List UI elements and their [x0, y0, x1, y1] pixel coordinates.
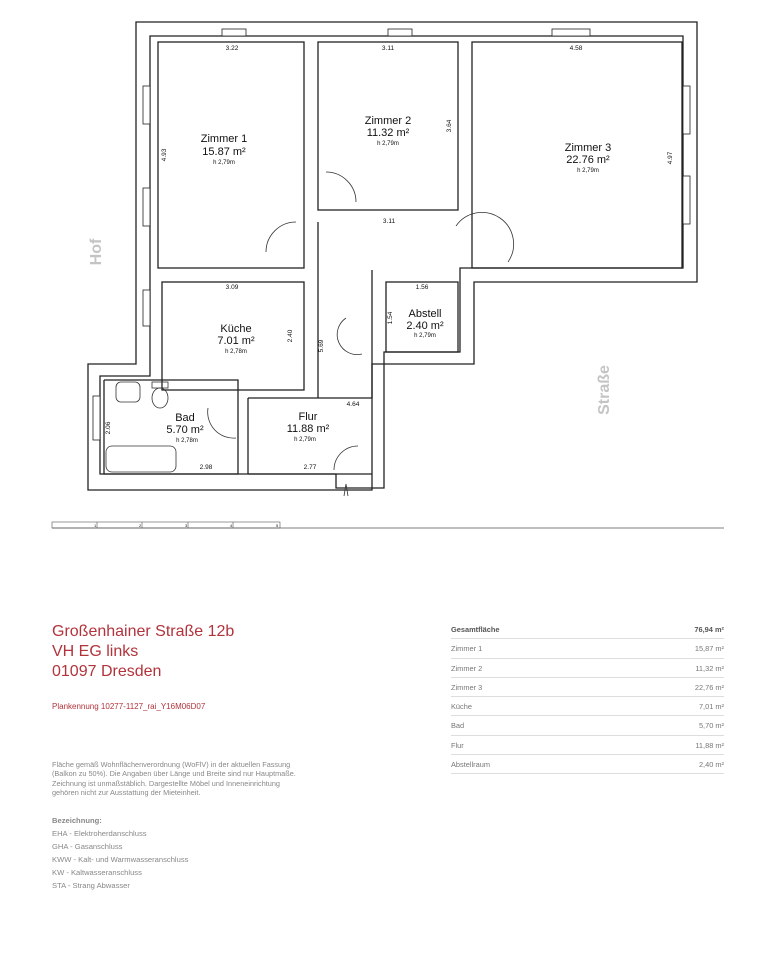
legend-item: EHA - Elektroherdanschluss: [52, 829, 147, 838]
area-row-label: Küche: [451, 702, 472, 712]
area-row-label: Zimmer 3: [451, 682, 483, 692]
area-row-value: 22,76 m²: [694, 682, 724, 692]
area-total-value: 76,94 m²: [694, 625, 724, 634]
dim-z2-width: 3.11: [381, 45, 395, 52]
dim-flur-bottom: 2.77: [303, 464, 317, 471]
area-row-value: 2,40 m²: [698, 760, 724, 770]
dim-abstell-width: 1.56: [415, 284, 429, 291]
area-row-value: 5,70 m²: [698, 721, 724, 731]
address-unit: VH EG links: [52, 643, 139, 660]
dim-z2-depth: 3.64: [446, 119, 453, 133]
disclaimer-note: Fläche gemäß Wohnflächenverordnung (WoFlV) in der aktuellen Fassung (Balkon zu 50%). Die Angaben über Länge und Breite sind nur Hauptmaße. Zeichnung ist unmaßstäblich. Dargestellte Möbel und Inneneinrichtung gehören nicht zur Ausstattung der Mieteinheit.: [52, 760, 296, 798]
legend-title: Bezeichnung:: [52, 816, 102, 825]
area-row: [451, 659, 724, 678]
area-table: [451, 620, 724, 774]
room-area-kueche: 7.01 m²: [217, 335, 255, 347]
room-height-zimmer2: h 2,79m: [377, 141, 399, 147]
area-total-row: [451, 620, 724, 639]
dimension-labels: [105, 45, 674, 471]
dim-flur-vertical: 5.69: [318, 339, 325, 353]
room-area-zimmer1: 15.87 m²: [202, 146, 246, 158]
scale-bar: [52, 522, 724, 528]
area-row-label: Zimmer 2: [451, 663, 483, 673]
legend-item: GHA - Gasanschluss: [52, 842, 123, 851]
room-name-zimmer3: Zimmer 3: [564, 142, 612, 154]
area-row-label: Zimmer 1: [451, 644, 483, 654]
room-area-zimmer3: 22.76 m²: [566, 154, 610, 166]
label-hof: Hof: [88, 238, 105, 266]
legend-item: KW - Kaltwasseranschluss: [52, 868, 142, 877]
area-row: [451, 639, 724, 658]
room-area-bad: 5.70 m²: [166, 424, 204, 436]
area-row: [451, 678, 724, 697]
plan-code: Plankennung 10277-1127_rai_Y16M06D07: [52, 702, 206, 711]
label-strasse: Straße: [596, 365, 613, 415]
room-area-flur: 11.88 m²: [286, 423, 330, 435]
room-height-zimmer1: h 2,79m: [213, 160, 235, 166]
room-area-abstell: 2.40 m²: [406, 320, 444, 332]
area-row: [451, 716, 724, 735]
dim-flur-right: 4.64: [346, 401, 360, 408]
dim-abstell-depth: 1.54: [387, 311, 394, 325]
room-height-abstell: h 2,79m: [414, 333, 436, 339]
dim-z1-depth: 4.93: [161, 148, 168, 162]
dim-kueche-depth: 2.40: [287, 329, 294, 343]
area-row-label: Abstellraum: [451, 760, 491, 770]
address-city: 01097 Dresden: [52, 663, 162, 680]
room-name-zimmer1: Zimmer 1: [200, 133, 248, 145]
legend-item: KWW - Kalt- und Warmwasseranschluss: [52, 855, 189, 864]
area-row-value: 15,87 m²: [694, 644, 724, 654]
room-name-abstell: Abstell: [408, 308, 442, 320]
area-row: [451, 736, 724, 755]
room-height-zimmer3: h 2,79m: [577, 168, 599, 174]
dim-z2-bottom: 3.11: [382, 218, 396, 225]
area-row-value: 7,01 m²: [698, 702, 724, 712]
room-name-kueche: Küche: [220, 323, 252, 335]
room-height-flur: h 2,79m: [294, 437, 316, 443]
room-name-zimmer2: Zimmer 2: [364, 115, 412, 127]
doors: [208, 172, 514, 496]
scale-tick-1: 1: [94, 523, 97, 528]
area-row-value: 11,32 m²: [695, 663, 724, 673]
legend-item: STA - Strang Abwasser: [52, 881, 130, 890]
room-name-bad: Bad: [175, 412, 195, 424]
area-row-label: Flur: [451, 740, 464, 750]
area-row-label: Bad: [451, 721, 465, 731]
dim-bad-width: 2.98: [199, 464, 213, 471]
address-street: Großenhainer Straße 12b: [52, 623, 235, 640]
dim-z1-width: 3.22: [225, 45, 239, 52]
room-height-bad: h 2,78m: [176, 438, 198, 444]
room-name-flur: Flur: [298, 411, 318, 423]
scale-tick-3: 3: [185, 523, 188, 528]
scale-tick-5: 5: [276, 523, 279, 528]
area-row: [451, 697, 724, 716]
area-row-value: 11,88 m²: [695, 740, 724, 750]
scale-tick-2: 2: [139, 523, 142, 528]
dim-z3-depth: 4.97: [667, 151, 674, 165]
scale-tick-4: 4: [230, 523, 233, 528]
dim-kueche-width: 3.09: [225, 284, 239, 291]
dim-bad-depth: 2.06: [105, 421, 112, 435]
dim-z3-width: 4.58: [569, 45, 583, 52]
room-height-kueche: h 2,78m: [225, 349, 247, 355]
area-total-label: Gesamtfläche: [451, 625, 500, 634]
area-row: [451, 755, 724, 774]
room-area-zimmer2: 11.32 m²: [366, 127, 410, 139]
